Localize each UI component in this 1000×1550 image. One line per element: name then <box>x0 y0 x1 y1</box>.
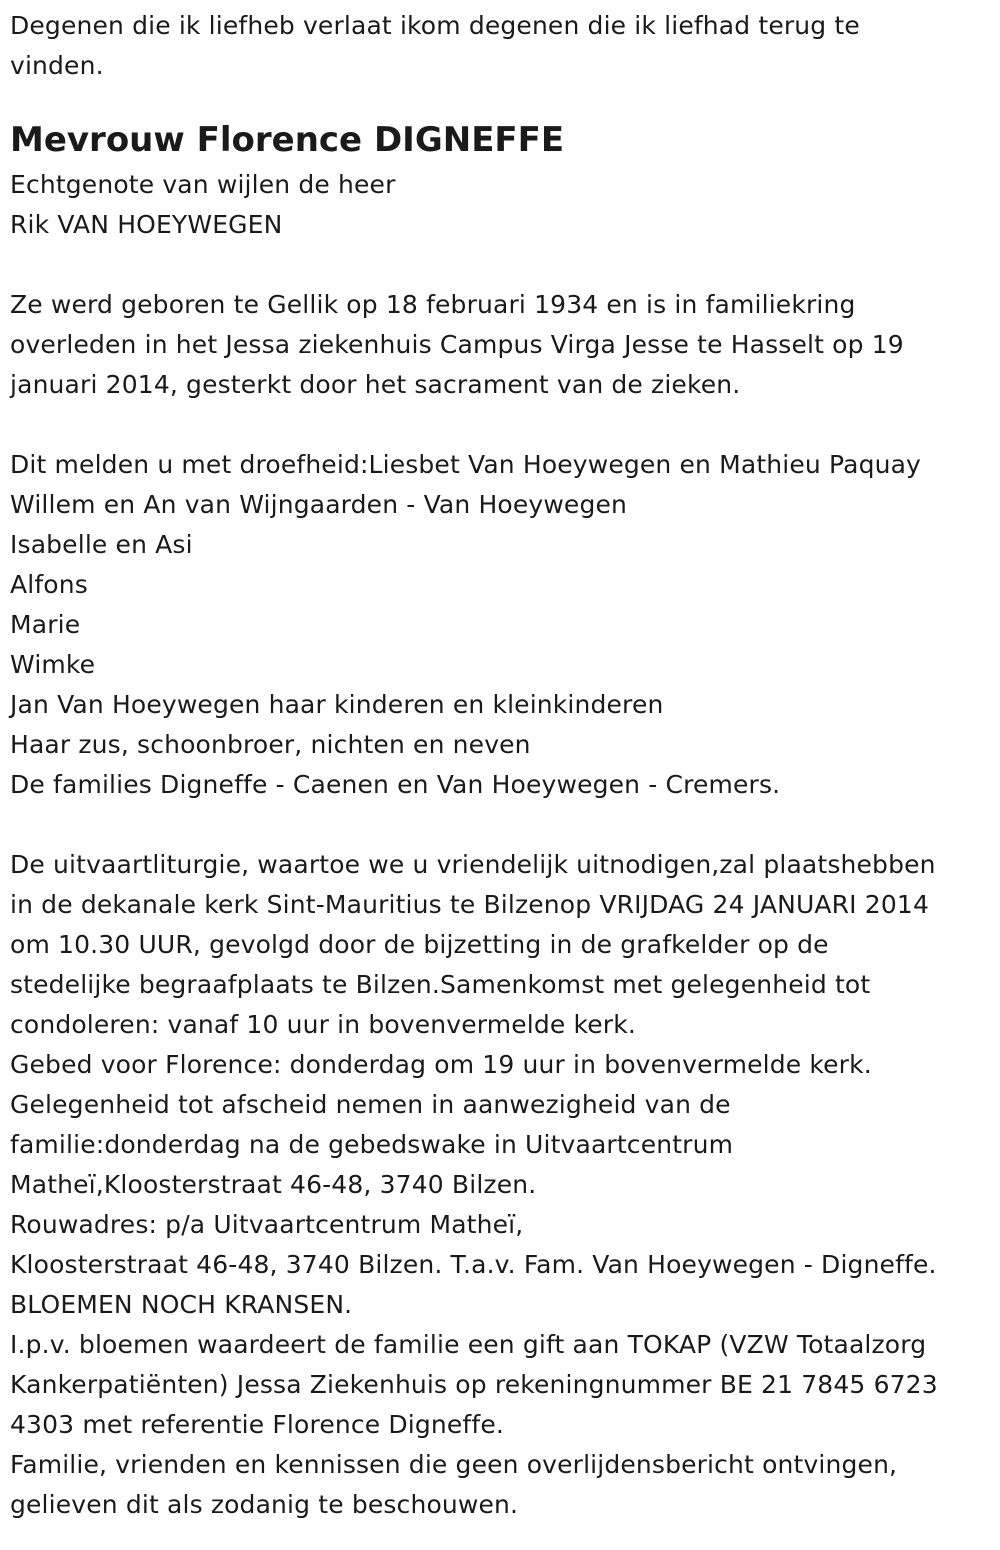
spouse-line: Echtgenote van wijlen de heer <box>10 170 396 199</box>
farewell-line: Matheï,Kloosterstraat 46-48, 3740 Bilzen. <box>10 1170 537 1199</box>
birth-death-line: januari 2014, gesterkt door het sacrament van de zieken. <box>10 370 741 399</box>
farewell-line: Gelegenheid tot afscheid nemen in aanwezigheid van de <box>10 1090 731 1119</box>
family-line: Jan Van Hoeywegen haar kinderen en kleinkinderen <box>10 690 664 719</box>
opening-quote <box>10 6 990 86</box>
spouse-line: Rik VAN HOEYWEGEN <box>10 210 283 239</box>
donation-line: 4303 met referentie Florence Digneffe. <box>10 1410 504 1439</box>
family-line: Willem en An van Wijngaarden - Van Hoeywegen <box>10 490 627 519</box>
funeral-line: De uitvaartliturgie, waartoe we u vriendelijk uitnodigen,zal plaatshebben <box>10 850 936 879</box>
funeral-line: in de dekanale kerk Sint-Mauritius te Bilzenop VRIJDAG 24 JANUARI 2014 <box>10 890 930 919</box>
funeral-line: stedelijke begraafplaats te Bilzen.Samenkomst met gelegenheid tot <box>10 970 871 999</box>
birth-death-paragraph <box>10 285 990 405</box>
spouse-info <box>10 165 990 245</box>
quote-line: Degenen die ik liefheb verlaat ikom degenen die ik liefhad terug te <box>10 11 860 40</box>
notice-line: gelieven dit als zodanig te beschouwen. <box>10 1490 519 1519</box>
donation-line: I.p.v. bloemen waardeert de familie een gift aan TOKAP (VZW Totaalzorg <box>10 1330 927 1359</box>
family-line: Marie <box>10 610 81 639</box>
donation-line: Kankerpatiënten) Jessa Ziekenhuis op rekeningnummer BE 21 7845 6723 <box>10 1370 938 1399</box>
family-line: Isabelle en Asi <box>10 530 193 559</box>
mourning-address-line: Kloosterstraat 46-48, 3740 Bilzen. T.a.v. Fam. Van Hoeywegen - Digneffe. <box>10 1250 937 1279</box>
birth-death-line: Ze werd geboren te Gellik op 18 februari 1934 en is in familiekring <box>10 290 856 319</box>
mourning-address-line: Rouwadres: p/a Uitvaartcentrum Matheï, <box>10 1210 524 1239</box>
farewell-line: familie:donderdag na de gebedswake in Uitvaartcentrum <box>10 1130 734 1159</box>
funeral-line: condoleren: vanaf 10 uur in bovenvermelde kerk. <box>10 1010 636 1039</box>
family-line: Dit melden u met droefheid:Liesbet Van Hoeywegen en Mathieu Paquay <box>10 450 921 479</box>
family-line: Wimke <box>10 650 96 679</box>
no-flowers-line: BLOEMEN NOCH KRANSEN. <box>10 1290 353 1319</box>
family-line: Haar zus, schoonbroer, nichten en neven <box>10 730 531 759</box>
family-line: Alfons <box>10 570 88 599</box>
notice-line: Familie, vrienden en kennissen die geen overlijdensbericht ontvingen, <box>10 1450 898 1479</box>
family-line: De families Digneffe - Caenen en Van Hoeywegen - Cremers. <box>10 770 781 799</box>
funeral-line: om 10.30 UUR, gevolgd door de bijzetting in de grafkelder op de <box>10 930 829 959</box>
quote-line: vinden. <box>10 51 104 80</box>
family-list <box>10 445 990 805</box>
birth-death-line: overleden in het Jessa ziekenhuis Campus Virga Jesse te Hasselt op 19 <box>10 330 904 359</box>
deceased-name-title: Mevrouw Florence DIGNEFFE <box>10 120 565 160</box>
funeral-details <box>10 845 990 1525</box>
prayer-line: Gebed voor Florence: donderdag om 19 uur in bovenvermelde kerk. <box>10 1050 872 1079</box>
